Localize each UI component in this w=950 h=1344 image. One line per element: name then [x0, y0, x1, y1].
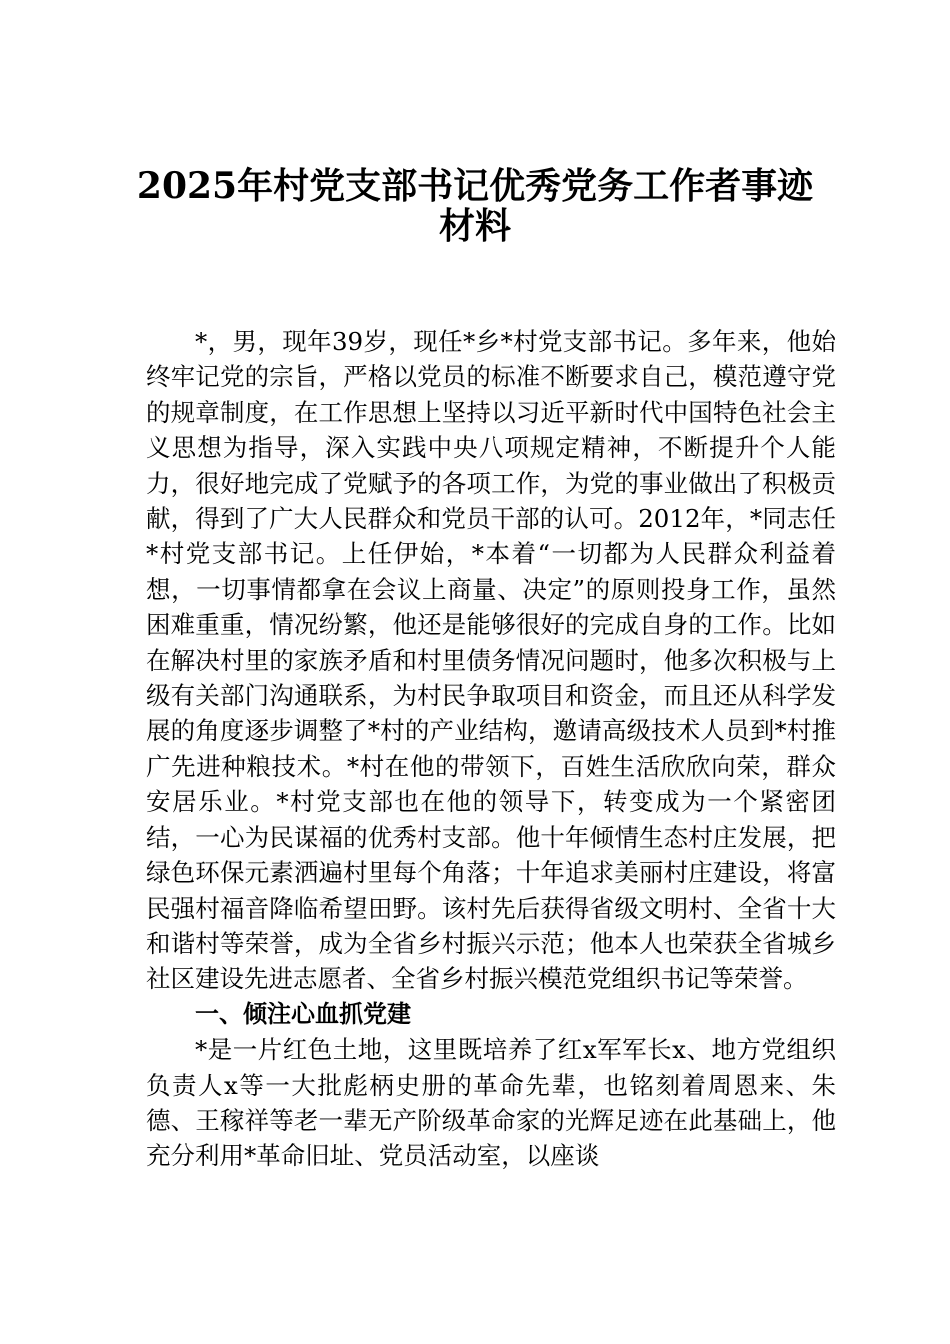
paragraph-party-building: *是一片红色土地，这里既培养了红x军军长x、地方党组织负责人x等一大批彪柄史册的革命先辈，也铭刻着周恩来、朱德、王稼祥等老一辈无产阶级革命家的光辉足迹在此基础上，他充分利用*革命旧址、党员活动室，以座谈: [146, 1035, 836, 1171]
section-heading: 一、倾注心血抓党建: [195, 999, 411, 1028]
document-title-line-1: 2025年村党支部书记优秀党务工作者事迹: [136, 165, 814, 207]
document-title-line-2: 材料: [438, 205, 511, 247]
paragraph-intro: *，男，现年39岁，现任*乡*村党支部书记。多年来，他始终牢记党的宗旨，严格以党员的标准不断要求自己，模范遵守党的规章制度，在工作思想上坚持以习近平新时代中国特色社会主义思想为指导，深入实践中央八项规定精神，不断提升个人能力，很好地完成了党赋予的各项工作，为党的事业做出了积极贡献，得到了广大人民群众和党员干部的认可。2012年，*同志任*村党支部书记。上任伊始，*本着“一切都为人民群众利益着想，一切事情都拿在会议上商量、决定”的原则投身工作，虽然困难重重，情况纷繁，他还是能够很好的完成自身的工作。比如在解决村里的家族矛盾和村里债务情况问题时，他多次积极与上级有关部门沟通联系，为村民争取项目和资金，而且还从科学发展的角度逐步调整了*村的产业结构，邀请高级技术人员到*村推广先进种粮技术。*村在他的带领下，百姓生活欣欣向荣，群众安居乐业。*村党支部也在他的领导下，转变成为一个紧密团结，一心为民谋福的优秀村支部。他十年倾情生态村庄发展，把绿色环保元素洒遍村里每个角落；十年追求美丽村庄建设，将富民强村福音降临希望田野。该村先后获得省级文明村、全省十大和谐村等荣誉，成为全省乡村振兴示范；他本人也荣获全省城乡社区建设先进志愿者、全省乡村振兴模范党组织书记等荣誉。: [146, 327, 836, 994]
document-body: [146, 324, 836, 1174]
